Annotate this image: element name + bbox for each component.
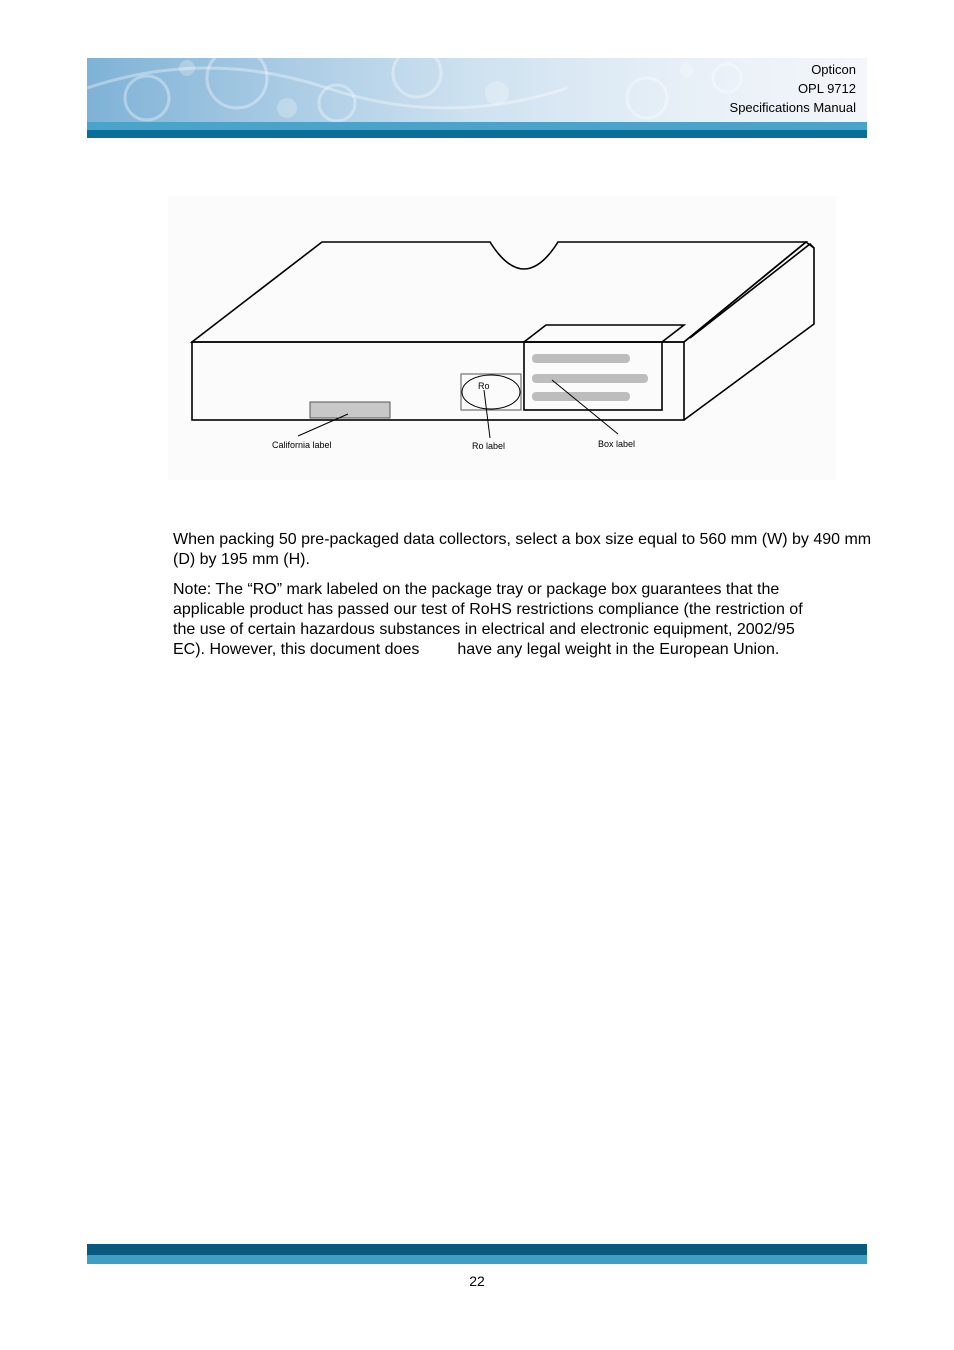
box-side-face — [684, 242, 814, 420]
ro-label-caption: Ro label — [472, 441, 506, 451]
box-top-face — [192, 242, 806, 342]
note-line: the use of certain hazardous substances in electrical and electronic equipment, 2002/95 — [173, 621, 795, 638]
header-company: Opticon — [811, 62, 856, 77]
california-label-sticker — [310, 402, 390, 418]
box-label-stripe — [532, 374, 648, 383]
header-doc-title: Specifications Manual — [729, 100, 856, 115]
note-line: applicable product has passed our test of RoHS restrictions compliance (the restriction of — [173, 601, 803, 618]
package-box-figure — [168, 196, 836, 480]
box-label-stripe — [532, 354, 630, 363]
ro-label-ellipse — [462, 375, 520, 409]
footer-rule — [87, 1244, 867, 1264]
packing-paragraph: When packing 50 pre-packaged data collectors, select a box size equal to 560 mm (W) by 490 mm (D) by 195 mm (H). — [173, 531, 872, 568]
note-line: EC). However, this document does — [173, 641, 420, 658]
note-line: have any legal weight in the European Union. — [457, 641, 780, 658]
ro-label-box — [461, 374, 521, 410]
header-text — [730, 60, 856, 117]
rohs-note — [173, 580, 873, 660]
header-model: OPL 9712 — [797, 81, 856, 96]
box-label-caption: Box label — [598, 439, 636, 449]
box-label-stripe — [532, 392, 630, 401]
header-rule — [87, 122, 867, 138]
ro-mark: Ro — [478, 381, 490, 391]
note-line: Note: The “RO” mark labeled on the package tray or package box guarantees that the — [173, 581, 780, 598]
body-text — [173, 530, 873, 670]
package-box-diagram — [168, 196, 836, 480]
page-number: 22 — [469, 1273, 485, 1289]
california-label-caption: California label — [272, 440, 332, 450]
